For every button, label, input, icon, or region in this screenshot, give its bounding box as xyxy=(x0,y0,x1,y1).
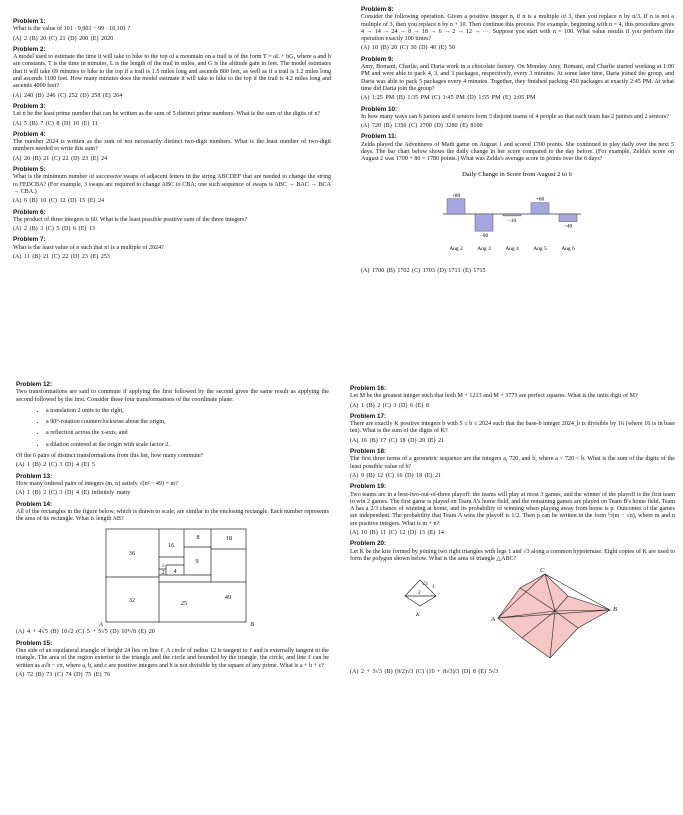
answer-choices: (A) 10 (B) 11 (C) 12 (D) 13 (E) 14 xyxy=(350,530,444,537)
bar-aug-4 xyxy=(503,214,521,216)
problem-title: Problem 17: xyxy=(350,412,387,420)
answer-choices: (A) 6 (B) 10 (C) 12 (D) 15 (E) 24 xyxy=(13,198,105,205)
area-label: 32 xyxy=(128,597,136,605)
problem-text: In how many ways can 6 juniors and 6 seniors form 3 disjoint teams of 4 people so that each team has 2 juniors and 2 seniors? xyxy=(361,113,670,120)
problem-text: The number 2024 is written as the sum of not necessarily distinct two-digit numbers. What is the least number of two-digit numbers needed to write this sum? xyxy=(13,139,331,153)
answer-choices: (A) 11 (B) 21 (C) 22 (D) 23 (E) 253 xyxy=(13,254,110,261)
list-item: • a 90°-rotation counterclockwise about the origin, xyxy=(46,419,329,426)
kite-diagonal-label: 2 xyxy=(418,590,421,597)
problem-20 xyxy=(350,540,675,676)
problem-title: Problem 3: xyxy=(13,102,46,110)
area-label: 4 xyxy=(173,568,177,576)
vertex-label-b: B xyxy=(250,621,254,628)
problem-4 xyxy=(13,131,331,163)
problem-title: Problem 1: xyxy=(13,18,46,25)
list-item: • a translation 2 units to the right, xyxy=(46,408,329,415)
answer-choices: (A) 720 (B) 1350 (C) 2700 (D) 3280 (E) 8100 xyxy=(361,123,483,130)
chart-title: Daily Change in Score from August 2 to 6 xyxy=(462,170,572,178)
problem-text: The first three terms of a geometric sequence are the integers a, 720, and b, where a < 720 < b. What is the sum of the digits of the least possible value of b? xyxy=(350,456,675,470)
problem-text: Let M be the greatest integer such that both M + 1213 and M + 3773 are perfect squares. What is the units digit of M? xyxy=(350,393,638,400)
problem-14 xyxy=(16,501,329,637)
problem-3 xyxy=(13,103,331,128)
area-label: 1 xyxy=(161,564,165,570)
bar-aug-5 xyxy=(531,202,549,213)
bar-value-label: −40 xyxy=(563,223,573,230)
answer-choices: (A) 16 (B) 17 (C) 18 (D) 20 (E) 21 xyxy=(350,437,445,444)
category-label: Aug 5 xyxy=(533,245,547,252)
problem-12 xyxy=(16,381,329,470)
answer-choices: (A) 2 + 3√3 (B) (9/2)√3 (C) (10 + 8√3)/3 (D) 8 (E) 5√3 xyxy=(350,669,499,676)
problem-title: Problem 20: xyxy=(350,540,387,548)
kite-name-label: K xyxy=(416,612,420,619)
problem-2 xyxy=(13,46,331,100)
problem-text: What is the minimum number of successive swaps of adjacent letters in the string ABCDEF that are needed to change the string to FEDCBA? (For example, 3 swaps are required to change ABC to CBA; one such sequence of swaps is ABC → BAC → BCA → CBA.) xyxy=(13,174,331,195)
bar-aug-6 xyxy=(559,214,577,222)
category-label: Aug 2 xyxy=(449,245,463,252)
area-label: 49 xyxy=(224,594,232,602)
answer-choices: (A) 240 (B) 246 (C) 252 (D) 258 (E) 264 xyxy=(13,92,123,99)
answer-choices: (A) 20 (B) 21 (C) 22 (D) 23 (E) 24 xyxy=(13,155,108,162)
problem-13 xyxy=(16,473,329,498)
problem-title: Problem 16: xyxy=(350,385,387,392)
problem-text: Amy, Bomani, Charlie, and Daria work in a chocolate factory. On Monday Amy, Bomani, and Charlie started working at 1:00 PM and were able to pack 4, 3, and 3 packages, respectively, every 3 minutes. At some later time, Daria joined the group, and Daria was able to pack 5 packages every 4 minutes. Together, they finished packing 450 packages at exactly 2:45 PM. At what time did Daria join the group? xyxy=(361,64,674,92)
problem-text: A model used to estimate the time it will take to hike to the top of a mountain on a trail is of the form T = aL + bG, where a and b are constants, T is the time in minutes, L is the length of the trail in miles, and G is the altitude gain in feet. The model estimates that it will take 69 minutes to hike to the top if a trail is 1.5 miles long and ascends 800 feet, as well as if a trail is 1.2 miles long and ascends 1100 feet. How many minutes does the model estimate it will take to hike to the top if the trail is 4.2 miles long and ascends 4000 feet? xyxy=(13,54,331,90)
problem-title: Problem 7: xyxy=(13,236,46,244)
problem-text: What is the least value of n such that n! is a multiple of 2024? xyxy=(13,244,164,251)
area-label: 8 xyxy=(196,534,200,542)
vertex-label-a: A xyxy=(99,621,103,628)
area-label: 2 xyxy=(161,569,165,577)
problem-text: How many ordered pairs of integers (m, n) satisfy √(n² − 49) = m? xyxy=(16,480,178,487)
answer-choices: (A) 1 (B) 2 (C) 3 (D) 6 (E) 8 xyxy=(350,402,429,409)
problem-title: Problem 5: xyxy=(13,166,46,174)
daily-change-bar-chart xyxy=(361,166,674,266)
problem-15 xyxy=(16,640,329,679)
problem-7 xyxy=(13,236,331,261)
vertex-label-a: A xyxy=(491,616,495,624)
problem-11 xyxy=(361,133,674,274)
chart-bars xyxy=(447,192,577,251)
answer-choices: (A) 1700 (B) 1702 (C) 1703 (D) 1713 (E) 1715 xyxy=(361,267,486,274)
transformation-list xyxy=(16,408,329,449)
problem-8 xyxy=(361,6,674,53)
area-label: 9 xyxy=(195,558,199,566)
bar-aug-2 xyxy=(447,198,465,213)
problem-title: Problem 9: xyxy=(361,55,394,63)
problem-9 xyxy=(361,56,674,103)
bar-value-label: −10 xyxy=(507,217,517,224)
answer-choices: (A) 10 (B) 20 (C) 30 (D) 40 (E) 50 xyxy=(361,45,456,52)
problem-text: Two teams are in a best-two-out-of-three playoff: the teams will play at most 3 games, and the winner of the playoff is the first team to win 2 games. The first game is played on Team A's home field, and the remaining games are played on Team B's home field. Team A has a 2/3 chance of winning at home, and its probability of winning when playing away from home is p. Outcomes of the games are independent. The probability that Team A wins the playoff is 1/2. Then p can be written in the form ½(m − √n), where m and n are positive integers. What is m + n? xyxy=(350,491,675,527)
answer-choices: (A) 2 (B) 20 (C) 21 (D) 200 (E) 2020 xyxy=(13,35,114,42)
problem-text: All of the rectangles in the figure below, which is drawn to scale, are similar to the enclosing rectangle. Each number represents the area of its rectangle. What is length AB? xyxy=(16,508,329,523)
problem-19 xyxy=(350,483,675,537)
answer-choices: (A) 4 + 4√5 (B) 10√2 (C) 5 + 5√5 (D) 10⁴√8 (E) 20 xyxy=(16,629,155,636)
problem-text: Zelda played the Adventures of Math game on August 1 and scored 1700 points. She continued to play daily over the next 5 days. The bar chart below shows the daily change in her score compared to the day before. (For example, Zelda's score on August 2 was 1700 + 80 = 1780 points.) What was Zelda's average score in points over the 6 days? xyxy=(361,141,674,163)
problem-title: Problem 11: xyxy=(361,133,397,141)
area-label: 16 xyxy=(167,542,175,550)
problem-text: Consider the following operation. Given a positive integer n, if n is a multiple of 3, then you replace n by n/3. If n is not a multiple of 3, then you replace n by n + 10. Then continue this process. For example, beginning with n = 4, this procedure gives 4 → 14 → 24 → 8 → 18 → 6 → 2 → 12 → ···. Suppose you start with n = 100. What value results if you perform this operation exactly 100 times? xyxy=(361,14,674,43)
problem-title: Problem 18: xyxy=(350,448,387,456)
problem-text: The product of three integers is 60. What is the least possible positive sum of the three integers? xyxy=(13,216,248,223)
problem-text: What is the value of 101 · 9,901 − 99 · 10,101 ? xyxy=(13,26,131,33)
area-label: 25 xyxy=(180,600,188,608)
category-label: Aug 3 xyxy=(477,245,491,252)
kite-leg-label: √3 xyxy=(422,581,428,588)
problem-1 xyxy=(13,18,331,43)
problem-10 xyxy=(361,106,674,131)
problem-title: Problem 12: xyxy=(16,381,53,388)
problem-title: Problem 2: xyxy=(13,45,46,53)
problem-text: Let n be the least prime number that can be written as the sum of 5 distinct prime numbers. What is the sum of the digits of n? xyxy=(13,111,321,118)
problem-text: There are exactly K positive integers b with 5 ≤ b ≤ 2024 such that the base-b integer 2024_b is divisible by 16 (where 16 is in base ten). What is the sum of the digits of K? xyxy=(350,421,675,435)
category-label: Aug 4 xyxy=(505,245,519,252)
area-label: 18 xyxy=(225,535,233,543)
problem-18 xyxy=(350,448,675,480)
problem-title: Problem 8: xyxy=(361,6,394,13)
similar-rectangles-figure xyxy=(16,527,329,627)
column-top-right xyxy=(361,6,674,278)
area-label: 36 xyxy=(128,550,136,558)
problem-text: Two transformations are said to commute if applying the first followed by the second gives the same result as applying the second followed by the first. Consider these four transformations of the coordinate plane: xyxy=(16,389,329,403)
problem-title: Problem 4: xyxy=(13,130,46,138)
problem-title: Problem 19: xyxy=(350,483,387,491)
answer-choices: (A) 1 (B) 2 (C) 3 (D) 4 (E) infinitely many xyxy=(16,490,131,497)
answer-choices: (A) 2 (B) 3 (C) 5 (D) 6 (E) 13 xyxy=(13,226,95,233)
bar-value-label: +60 xyxy=(535,196,545,203)
problem-17 xyxy=(350,413,675,445)
kite-polygon xyxy=(498,574,610,658)
kite-polygon-figure xyxy=(350,566,675,666)
answer-choices: (A) 72 (B) 73 (C) 74 (D) 75 (E) 76 xyxy=(16,671,111,678)
answer-choices: (A) 1:25 PM (B) 1:35 PM (C) 1:45 PM (D) 1:55 PM (E) 2:05 PM xyxy=(361,95,536,102)
answer-choices: (A) 1 (B) 2 (C) 3 (D) 4 (E) 5 xyxy=(16,462,95,469)
problem-question: Of the 6 pairs of distinct transformations from this list, how many commute? xyxy=(16,453,204,460)
problem-title: Problem 15: xyxy=(16,639,53,647)
problem-title: Problem 13: xyxy=(16,472,53,480)
list-item: • a reflection across the x-axis, and xyxy=(46,430,329,437)
problem-title: Problem 6: xyxy=(13,208,46,216)
column-bottom-left xyxy=(16,381,329,682)
problem-16 xyxy=(350,385,675,410)
kite-leg-label: 1 xyxy=(432,584,435,591)
list-item: • a dilation centered at the origin with scale factor 2. xyxy=(46,442,329,449)
answer-choices: (A) 9 (B) 12 (C) 16 (D) 18 (E) 21 xyxy=(350,472,442,479)
bar-value-label: −90 xyxy=(479,232,489,239)
problem-6 xyxy=(13,209,331,234)
column-top-left xyxy=(13,18,331,264)
vertex-label-b: B xyxy=(613,606,617,614)
category-label: Aug 6 xyxy=(561,245,575,252)
bar-value-label: +80 xyxy=(451,192,461,199)
answer-choices: (A) 5 (B) 7 (C) 8 (D) 10 (E) 11 xyxy=(13,120,98,127)
problem-text: One side of an equilateral triangle of height 24 lies on line ℓ. A circle of radius 12 is tangent to ℓ and is externally tangent to the triangle. The area of the region exterior to the triangle and the circle and bounded by the triangle, the circle, and line ℓ can be written as a√b − cπ, where a, b, and c are positive integers and b is not divisible by the square of any prime. What is a + b + c? xyxy=(16,648,329,669)
vertex-label-c: C xyxy=(540,567,545,575)
problem-title: Problem 14: xyxy=(16,500,53,508)
column-bottom-right xyxy=(350,385,675,680)
problem-text: Let K be the kite formed by joining two right triangles with legs 1 and √3 along a common hypotenuse. Eight copies of K are used to form the polygon shown below. What is the area of triangle △ABC? xyxy=(350,548,675,562)
problem-5 xyxy=(13,166,331,205)
bar-aug-3 xyxy=(475,214,493,231)
problem-title: Problem 10: xyxy=(361,105,398,113)
